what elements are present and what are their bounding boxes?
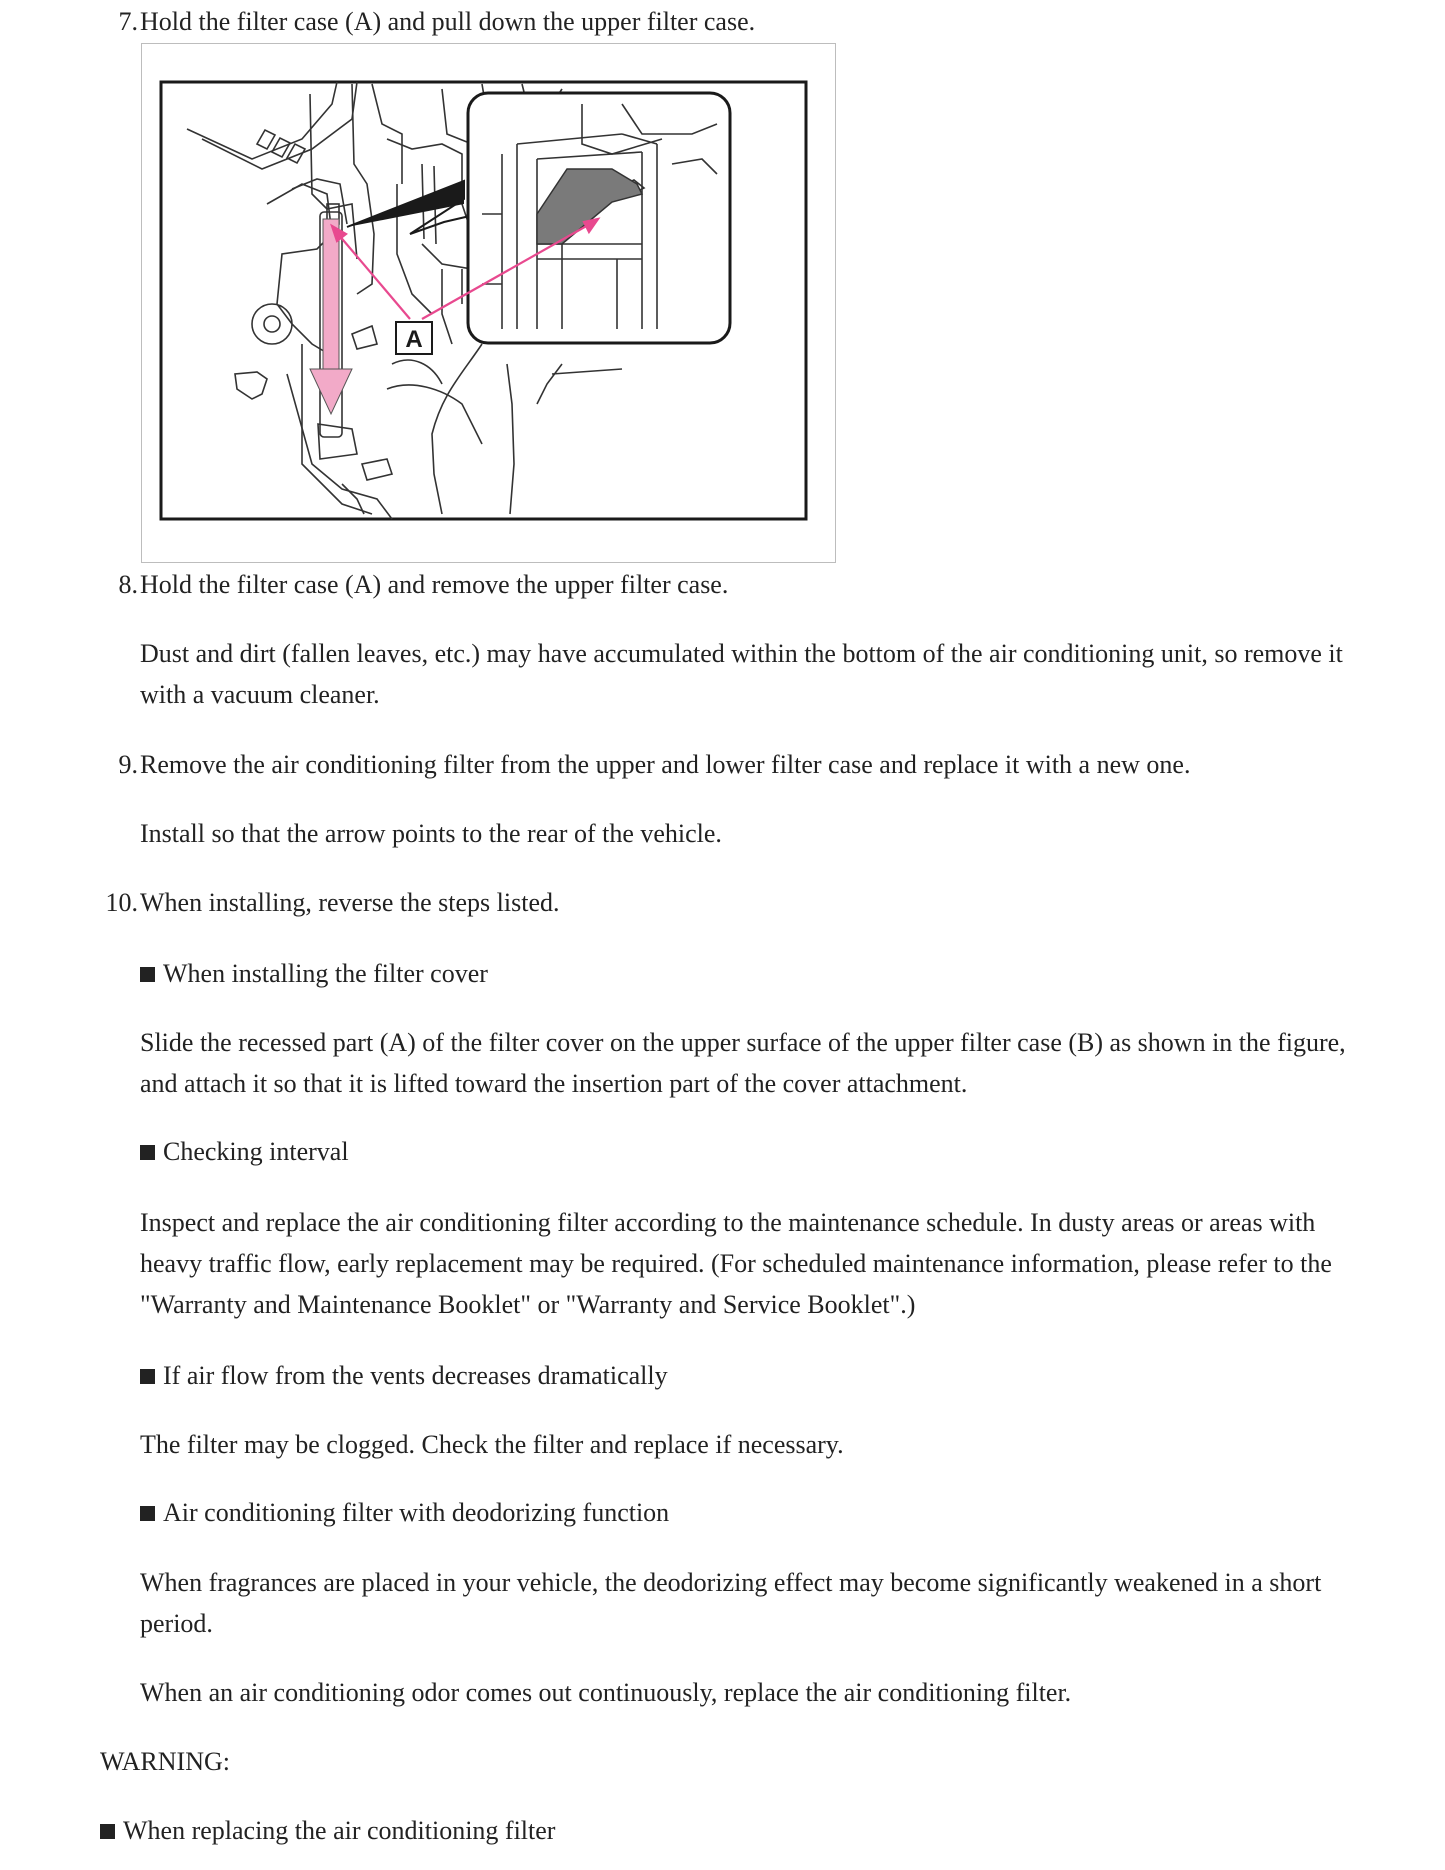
section-paragraph: Slide the recessed part (A) of the filter cover on the upper surface of the upper filter case (B) as shown in the figure, and attach it so that it is lifted toward the insertion part of the cover attachment.: [140, 1028, 1346, 1098]
step-9-text: Remove the air conditioning filter from the upper and lower filter case and replace it with a new one.: [140, 750, 1191, 779]
step-9-number: 9.: [118, 750, 138, 779]
step-10-text: When installing, reverse the steps listed.: [140, 888, 560, 917]
section-paragraph: When fragrances are placed in your vehicle, the deodorizing effect may become significantly weakened in a short period.: [140, 1568, 1322, 1638]
step-10-number: 10.: [105, 888, 138, 917]
step-8-number: 8.: [118, 570, 138, 599]
square-bullet-icon: [140, 1506, 155, 1521]
filter-case-figure: [141, 43, 836, 563]
section-heading: Air conditioning filter with deodorizing function: [140, 1492, 1350, 1533]
section-heading: If air flow from the vents decreases dramatically: [140, 1355, 1350, 1396]
step-9-note: Install so that the arrow points to the rear of the vehicle.: [140, 819, 722, 848]
square-bullet-icon: [140, 967, 155, 982]
warning-label: WARNING:: [100, 1747, 230, 1776]
section-heading: When installing the filter cover: [140, 953, 1350, 994]
warning-heading: When replacing the air conditioning filter: [100, 1810, 1310, 1851]
label-a: A: [405, 326, 423, 353]
square-bullet-icon: [100, 1824, 115, 1839]
step-8-note: Dust and dirt (fallen leaves, etc.) may have accumulated within the bottom of the air conditioning unit, so remove it with a vacuum cleaner.: [140, 639, 1343, 709]
section-paragraph: When an air conditioning odor comes out continuously, replace the air conditioning filter.: [140, 1678, 1072, 1707]
square-bullet-icon: [140, 1145, 155, 1160]
section-heading: Checking interval: [140, 1131, 1350, 1172]
square-bullet-icon: [140, 1369, 155, 1384]
step-7-number: 7.: [118, 7, 138, 36]
section-paragraph: The filter may be clogged. Check the filter and replace if necessary.: [140, 1430, 844, 1459]
filter-case-illustration: [142, 44, 835, 562]
step-7-text: Hold the filter case (A) and pull down the upper filter case.: [140, 7, 756, 36]
section-paragraph: Inspect and replace the air conditioning filter according to the maintenance schedule. In dusty areas or areas with heavy traffic flow, early replacement may be required. (For scheduled maintenance information, please refer to the "Warranty and Maintenance Booklet" or "Warranty and Service Booklet".): [140, 1208, 1332, 1319]
step-8-text: Hold the filter case (A) and remove the upper filter case.: [140, 570, 729, 599]
